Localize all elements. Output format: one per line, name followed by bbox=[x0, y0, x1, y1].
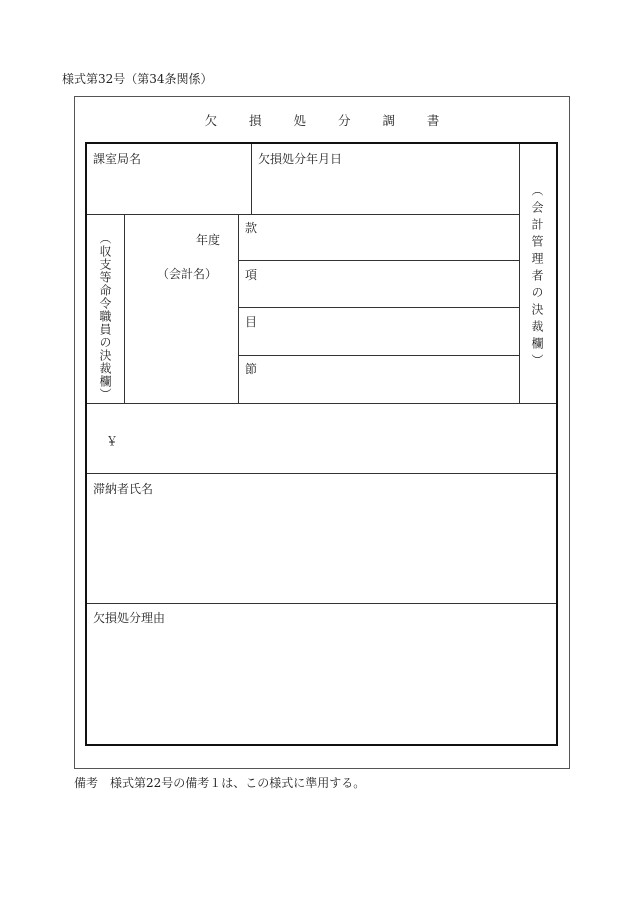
account-name-label: （会計名） bbox=[157, 267, 218, 281]
divider bbox=[238, 355, 519, 356]
divider bbox=[124, 214, 125, 403]
revenue-officer-decision-label: （収支等命令職員の決裁欄） bbox=[98, 232, 112, 401]
divider bbox=[87, 473, 556, 474]
form-table bbox=[85, 142, 558, 746]
footnote: 備考 様式第22号の備考１は、この様式に準用する。 bbox=[74, 776, 366, 790]
kan-label: 款 bbox=[245, 221, 258, 235]
divider bbox=[87, 603, 556, 604]
accounting-manager-decision-label: （会計管理者の決裁欄） bbox=[530, 184, 544, 371]
yen-sign: ￥ bbox=[106, 434, 119, 448]
setsu-label: 節 bbox=[245, 362, 258, 376]
moku-label: 目 bbox=[245, 315, 258, 329]
divider bbox=[87, 214, 519, 215]
fiscal-year-label: 年度 bbox=[196, 233, 221, 247]
kou-label: 項 bbox=[245, 268, 258, 282]
divider bbox=[238, 307, 519, 308]
divider bbox=[238, 260, 519, 261]
divider bbox=[251, 144, 252, 214]
divider bbox=[87, 403, 556, 404]
department-label: 課室局名 bbox=[93, 152, 142, 166]
disposal-date-label: 欠損処分年月日 bbox=[258, 152, 343, 166]
divider bbox=[238, 214, 239, 403]
form-title: 欠 損 処 分 調 書 bbox=[204, 113, 454, 128]
divider bbox=[519, 144, 520, 403]
delinquent-name-label: 滞納者氏名 bbox=[93, 482, 154, 496]
disposal-reason-label: 欠損処分理由 bbox=[93, 611, 166, 625]
form-number: 様式第32号（第34条関係） bbox=[62, 72, 213, 86]
